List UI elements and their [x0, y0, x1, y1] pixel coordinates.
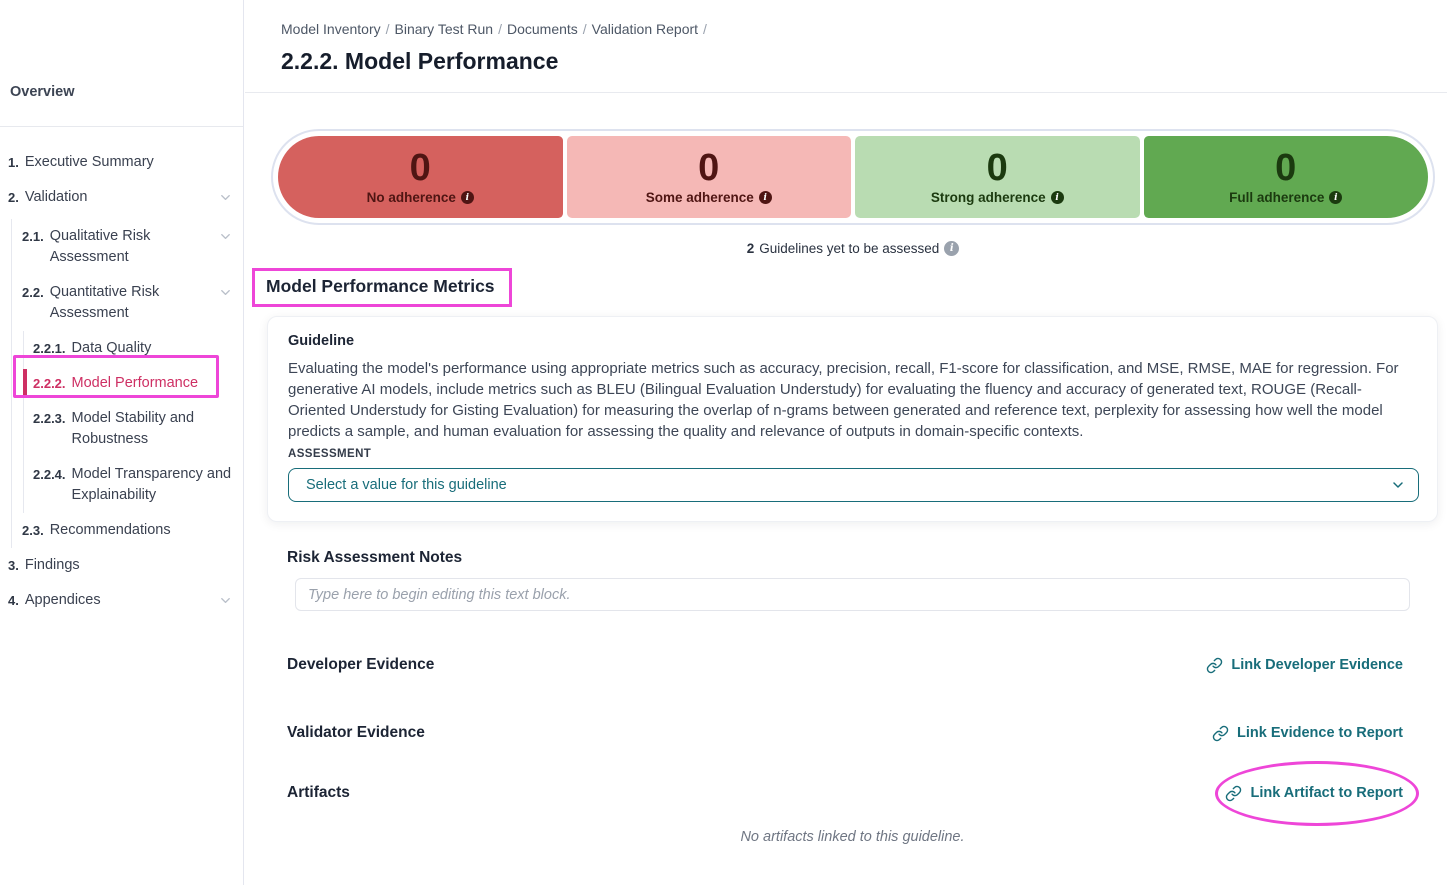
guideline-title: Guideline [288, 333, 355, 349]
sidebar-item-label: Findings [24, 557, 80, 573]
sidebar-item-model-stability[interactable] [33, 401, 237, 457]
assessment-select-placeholder: Select a value for this guideline [306, 477, 507, 493]
assessment-select[interactable] [288, 468, 1419, 502]
adherence-label: No adherence [366, 190, 456, 206]
main-content [245, 0, 1447, 885]
header-divider [245, 92, 1447, 93]
sidebar-item-validation[interactable] [8, 180, 237, 219]
sidebar-item-label: Model Stability and Robustness [71, 410, 195, 447]
link-artifact-to-report-button[interactable] [1225, 785, 1403, 802]
breadcrumb-item-binary-test-run[interactable]: Binary Test Run [394, 21, 494, 37]
chevron-down-icon [1390, 477, 1406, 493]
annotation-box-heading [252, 268, 512, 307]
sidebar-item-label: Model Performance [71, 375, 199, 391]
pending-text: Guidelines yet to be assessed [759, 241, 940, 256]
notes-input[interactable] [295, 578, 1410, 611]
link-icon [1225, 785, 1242, 802]
adherence-card-no-adherence[interactable] [278, 136, 563, 218]
sidebar-item-data-quality[interactable] [33, 331, 237, 366]
sidebar-item-number: 2.2.1. [33, 341, 66, 356]
breadcrumb-item-model-inventory[interactable]: Model Inventory [281, 21, 381, 37]
sidebar-nav [0, 127, 243, 622]
sidebar-item-recommendations[interactable] [22, 513, 237, 548]
sidebar-item-number: 4. [8, 593, 19, 608]
info-icon[interactable]: i [759, 191, 772, 204]
notes-field-wrap [295, 578, 1410, 611]
breadcrumb [245, 0, 1447, 37]
sidebar-item-label: Qualitative Risk Assessment [49, 228, 151, 265]
sidebar-item-label: Executive Summary [24, 154, 154, 170]
chevron-down-icon [214, 187, 237, 212]
link-evidence-to-report-button[interactable] [1212, 725, 1403, 742]
sidebar-item-findings[interactable] [8, 548, 237, 583]
sidebar-item-label: Validation [24, 189, 88, 205]
sidebar-item-label: Appendices [24, 592, 101, 608]
breadcrumb-separator: / [498, 21, 502, 37]
link-label: Link Developer Evidence [1231, 657, 1403, 673]
sidebar-item-label: Quantitative Risk Assessment [49, 284, 160, 321]
sidebar-item-number: 2.2. [22, 285, 44, 300]
guidelines-pending-summary [271, 241, 1435, 256]
breadcrumb-separator: / [582, 21, 587, 37]
sidebar-group-quantitative [23, 331, 237, 513]
sidebar [0, 0, 244, 885]
sidebar-overview-label[interactable]: Overview [10, 84, 75, 100]
link-developer-evidence-button[interactable] [1206, 657, 1403, 674]
adherence-card-full-adherence[interactable] [1144, 136, 1429, 218]
sidebar-item-qualitative-risk[interactable] [22, 219, 237, 275]
page-title: 2.2.2. Model Performance [281, 48, 559, 74]
adherence-count: 0 [986, 146, 1008, 189]
adherence-summary-bar [271, 129, 1435, 225]
link-label: Link Evidence to Report [1237, 725, 1403, 741]
risk-assessment-notes-heading: Risk Assessment Notes [287, 549, 463, 566]
sidebar-item-number: 2.2.4. [33, 467, 66, 482]
validator-evidence-row [287, 724, 1403, 742]
sidebar-item-executive-summary[interactable] [8, 145, 237, 180]
breadcrumb-item-documents[interactable]: Documents [506, 21, 578, 37]
sidebar-item-quantitative-risk[interactable] [22, 275, 237, 331]
adherence-card-strong-adherence[interactable] [855, 136, 1140, 218]
artifacts-heading: Artifacts [287, 784, 350, 801]
sidebar-item-model-transparency[interactable] [33, 457, 237, 513]
sidebar-item-number: 1. [8, 155, 19, 170]
sidebar-group-validation [11, 219, 237, 548]
info-icon[interactable]: i [944, 241, 959, 256]
adherence-count: 0 [698, 146, 720, 189]
sidebar-item-label: Model Transparency and Explainability [71, 466, 232, 503]
section-heading: Model Performance Metrics [266, 276, 495, 296]
pending-count: 2 [746, 241, 755, 256]
guideline-card [267, 316, 1438, 522]
developer-evidence-row [287, 656, 1403, 674]
developer-evidence-heading: Developer Evidence [287, 656, 435, 673]
adherence-card-some-adherence[interactable] [567, 136, 852, 218]
link-label: Link Artifact to Report [1250, 785, 1403, 801]
artifacts-empty-text: No artifacts linked to this guideline. [740, 829, 965, 845]
link-icon [1212, 725, 1229, 742]
sidebar-item-number: 2.1. [22, 229, 44, 244]
chevron-down-icon [214, 590, 237, 615]
sidebar-item-model-performance[interactable] [33, 366, 237, 401]
adherence-label: Strong adherence [930, 190, 1046, 206]
breadcrumb-separator: / [385, 21, 390, 37]
sidebar-item-number: 3. [8, 558, 19, 573]
artifacts-row [287, 784, 1403, 802]
breadcrumb-separator: / [703, 21, 707, 37]
sidebar-item-number: 2.2.3. [33, 411, 66, 426]
sidebar-item-number: 2.3. [22, 523, 44, 538]
info-icon[interactable]: i [1051, 191, 1064, 204]
validator-evidence-heading: Validator Evidence [287, 724, 425, 741]
sidebar-item-label: Recommendations [49, 522, 171, 538]
chevron-down-icon [214, 282, 237, 307]
sidebar-item-number: 2.2.2. [33, 376, 66, 391]
adherence-label: Full adherence [1229, 190, 1325, 206]
link-icon [1206, 657, 1223, 674]
info-icon[interactable]: i [461, 191, 474, 204]
chevron-down-icon [214, 226, 237, 251]
adherence-label: Some adherence [645, 190, 754, 206]
sidebar-item-appendices[interactable] [8, 583, 237, 622]
sidebar-item-label: Data Quality [71, 340, 152, 356]
adherence-count: 0 [1275, 146, 1297, 189]
adherence-count: 0 [409, 146, 431, 189]
sidebar-item-number: 2. [8, 190, 19, 205]
info-icon[interactable]: i [1329, 191, 1342, 204]
breadcrumb-item-validation-report[interactable]: Validation Report [591, 21, 699, 37]
assessment-label: ASSESSMENT [288, 448, 372, 460]
guideline-body: Evaluating the model's performance using appropriate metrics such as accuracy, precision, recall, F1-score for classification, and MSE, RMSE, MAE for regression. For generative AI models, include metrics such as BLEU (Bilingual Evaluation Understudy) for evaluating the fluency and accuracy of generated text, ROUGE (Recall-Oriented Understudy for Gisting Evaluation) for measuring the overlap of n-grams between generated and reference text, perplexity for assessing how well the model predicts a sample, and human evaluation for assessing the quality and relevance of outputs in domain-specific contexts. [288, 360, 1399, 440]
